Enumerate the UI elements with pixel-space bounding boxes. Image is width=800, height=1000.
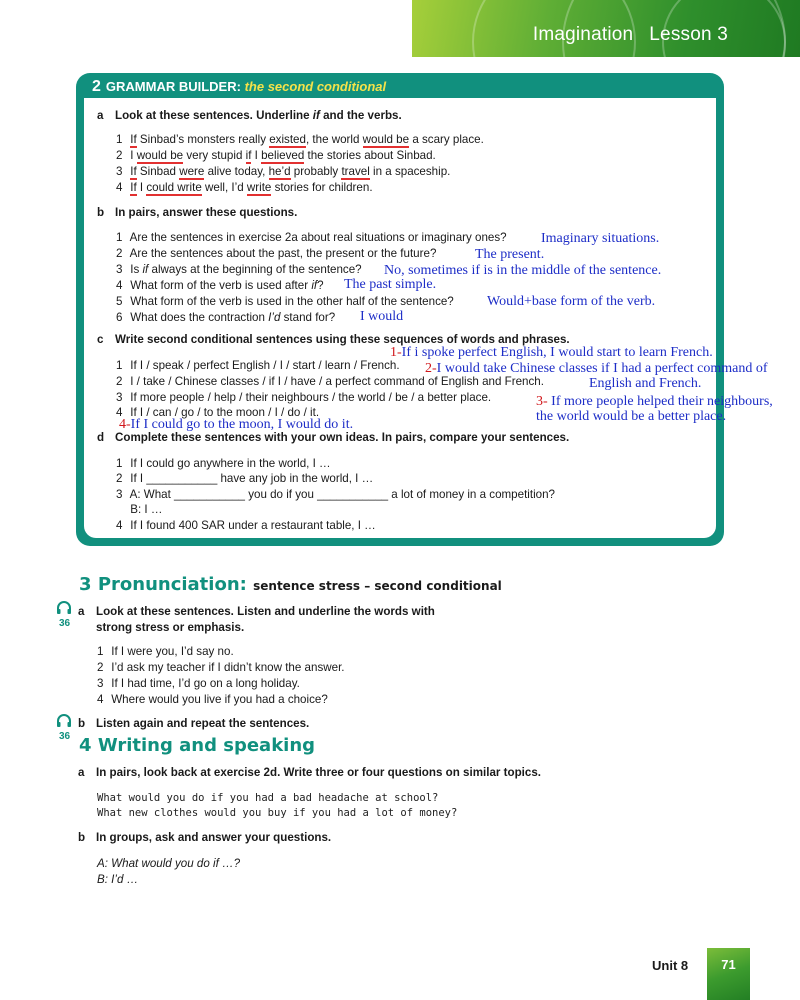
item-text: I / take / Chinese classes / if I / have / a perfect command of English and French. (130, 375, 544, 388)
handwritten-answer-c2 (425, 361, 768, 377)
answer-text: I would take Chinese classes if I had a perfect command of (436, 361, 768, 376)
sentence-text: stories for children. (271, 181, 373, 194)
underlined-word: would be (362, 133, 410, 146)
item-number: 1 (116, 133, 123, 146)
item-number: 2 (116, 149, 123, 162)
question-text: Are the sentences about the past, the present or the future? (129, 247, 437, 260)
item-number: 3 (97, 677, 104, 690)
item-text: If I / speak / perfect English / I / start / learn / French. (130, 359, 400, 372)
sentence-text: I (136, 181, 147, 194)
instruction-text: and the verbs. (319, 109, 402, 122)
grammar-builder-title (92, 78, 386, 96)
section-number: 2 (92, 78, 101, 95)
item-text: Where would you live if you had a choice? (111, 693, 328, 706)
instruction-text: Look at these sentences. Listen and underline the words with (96, 605, 435, 618)
item-number: 4 (116, 406, 123, 419)
item-2c-1 (116, 358, 400, 373)
underlined-word: travel (341, 165, 370, 178)
item-number: 2 (116, 472, 123, 485)
question-italic: I’d (268, 311, 281, 324)
instruction-italic: if (312, 109, 320, 122)
exercise-4a-instruction (78, 765, 541, 780)
underlined-word: If (130, 165, 137, 178)
exercise-3a-instruction (78, 604, 435, 619)
item-2d-3 (116, 487, 555, 502)
handwritten-answer-c1 (390, 345, 713, 361)
item-number: 1 (97, 645, 104, 658)
item-text: If I had time, I’d go on a long holiday. (111, 677, 300, 690)
underlined-word: could write (146, 181, 202, 194)
answer-text: If I could go to the moon, I would do it. (130, 417, 354, 432)
question-text: always at the beginning of the sentence? (148, 263, 362, 276)
handwritten-answer-b3: No, sometimes if is in the middle of the sentence. (384, 263, 662, 278)
item-number: 5 (116, 295, 123, 308)
exercise-label: d (97, 431, 105, 444)
item-number: 2 (116, 375, 123, 388)
sentence-text: well, I’d (201, 181, 247, 194)
item-2d-4 (116, 518, 376, 533)
instruction-text: In groups, ask and answer your questions. (96, 831, 332, 844)
item-3a-2 (97, 660, 345, 675)
exercise-label: c (97, 333, 104, 346)
audio-track-number: 36 (59, 618, 71, 629)
sentence-text: the stories about Sinbad. (304, 149, 436, 162)
item-number: 3 (116, 165, 123, 178)
answer-number: 4- (119, 417, 131, 432)
item-number: 1 (116, 457, 123, 470)
instruction-text: In pairs, look back at exercise 2d. Write three or four questions on similar topics. (96, 766, 541, 779)
answer-text: If i spoke perfect English, I would start to learn French. (401, 345, 713, 360)
underlined-word: were (179, 165, 205, 178)
exercise-2d-instruction (97, 430, 569, 445)
sentence-text: a scary place. (409, 133, 484, 146)
section-number: 4 (79, 735, 92, 756)
exercise-label: a (97, 109, 104, 122)
answer-number: 2- (425, 361, 437, 376)
sentence-text: very stupid (183, 149, 246, 162)
item-3a-4 (97, 692, 328, 707)
page-number-box (707, 948, 750, 1000)
question-text: What form of the verb is used after (130, 279, 312, 292)
answer-text: If more people helped their neighbours, (551, 394, 773, 409)
example-question-1: What would you do if you had a bad headache at school? (97, 792, 439, 804)
question-text: Is (130, 263, 143, 276)
question-2b-6 (116, 310, 335, 325)
item-2d-2 (116, 471, 373, 486)
underlined-word: If (130, 133, 137, 146)
lesson-title (533, 24, 728, 46)
underlined-word: write (246, 181, 272, 194)
item-text: B: I … (130, 503, 163, 516)
section-title: GRAMMAR BUILDER: (105, 79, 241, 94)
answer-number: 1- (390, 345, 402, 360)
exercise-4b-instruction (78, 830, 331, 845)
item-number: 6 (116, 311, 123, 324)
section-title: Writing and speaking (97, 735, 316, 756)
sentence-2a-2 (116, 148, 436, 163)
underlined-word: existed (269, 133, 306, 146)
item-number: 1 (116, 231, 123, 244)
sentence-2a-3 (116, 164, 450, 179)
item-number: 3 (116, 391, 123, 404)
headphones-icon[interactable] (56, 714, 72, 731)
item-number: 2 (97, 661, 104, 674)
handwritten-answer-b2: The present. (475, 247, 545, 262)
audio-track-number: 36 (59, 731, 71, 742)
item-number: 1 (116, 359, 123, 372)
writing-heading (79, 735, 315, 756)
underlined-word: if (245, 149, 252, 162)
example-question-2: What new clothes would you buy if you had a lot of money? (97, 807, 458, 819)
item-text: If I could go anywhere in the world, I … (130, 457, 331, 470)
section-subtitle: sentence stress – second conditional (253, 579, 502, 593)
item-3a-3 (97, 676, 300, 691)
handwritten-answer-c3 (536, 394, 773, 410)
exercise-3b-instruction (78, 716, 309, 731)
question-italic: if (142, 263, 149, 276)
item-2c-3 (116, 390, 491, 405)
handwritten-answer-c2-line2: English and French. (589, 376, 702, 391)
question-text: What form of the verb is used in the other half of the sentence? (130, 295, 454, 308)
question-2b-1 (116, 230, 507, 245)
exercise-label: a (78, 766, 85, 779)
dialog-line-b: B: I’d … (97, 873, 139, 886)
question-2b-4 (116, 278, 324, 293)
sentence-text: Sinbad (136, 165, 180, 178)
sentence-text: in a spaceship. (369, 165, 451, 178)
dialog-line-a: A: What would you do if …? (97, 857, 241, 870)
section-subtitle: the second conditional (244, 79, 387, 94)
item-number: 4 (116, 279, 123, 292)
underlined-word: believed (261, 149, 305, 162)
item-number: 4 (97, 693, 104, 706)
item-number: 4 (116, 519, 123, 532)
item-number: 3 (116, 488, 123, 501)
instruction-text: Look at these sentences. Underline (115, 109, 313, 122)
question-text: stand for? (280, 311, 336, 324)
instruction-text: Write second conditional sentences using these sequences of words and phrases. (115, 333, 570, 346)
question-text: Are the sentences in exercise 2a about real situations or imaginary ones? (129, 231, 507, 244)
item-3a-1 (97, 644, 234, 659)
item-text: If I were you, I’d say no. (111, 645, 234, 658)
unit-topic: Imagination (532, 24, 634, 45)
item-text: A: What ___________ you do if you ___________ a lot of money in a competition? (129, 488, 556, 501)
handwritten-answer-b6: I would (360, 309, 404, 324)
pronunciation-heading (79, 574, 502, 595)
exercise-label: b (97, 206, 105, 219)
exercise-3a-instruction-line2: strong stress or emphasis. (96, 621, 245, 634)
sentence-2a-1 (116, 132, 484, 147)
item-text: If I ___________ have any job in the world, I … (130, 472, 374, 485)
exercise-label: a (78, 605, 85, 618)
handwritten-answer-b1: Imaginary situations. (541, 231, 660, 246)
item-2d-1 (116, 456, 331, 471)
sentence-text: probably (290, 165, 342, 178)
exercise-2b-instruction (97, 205, 297, 220)
item-text: I’d ask my teacher if I didn’t know the answer. (111, 661, 345, 674)
exercise-label: b (78, 831, 86, 844)
exercise-2a-instruction (97, 108, 402, 123)
question-2b-5 (116, 294, 454, 309)
headphones-icon[interactable] (56, 601, 72, 618)
instruction-text: In pairs, answer these questions. (115, 206, 298, 219)
section-number: 3 (79, 574, 92, 595)
answer-number: 3- (536, 394, 548, 409)
handwritten-answer-b5: Would+base form of the verb. (487, 294, 656, 309)
exercise-label: b (78, 717, 86, 730)
sentence-text: I (130, 149, 137, 162)
handwritten-answer-b4: The past simple. (344, 277, 437, 292)
question-text: What does the contraction (130, 311, 269, 324)
item-number: 4 (116, 181, 123, 194)
question-2b-2 (116, 246, 436, 261)
sentence-2a-4 (116, 180, 373, 195)
item-2d-3b (116, 502, 162, 517)
item-number: 2 (116, 247, 123, 260)
question-2b-3 (116, 262, 362, 277)
item-text: If I / can / go / to the moon / I / do / it. (130, 406, 320, 419)
item-number: 3 (116, 263, 123, 276)
instruction-text: Listen again and repeat the sentences. (96, 717, 310, 730)
handwritten-answer-c3-line2: the world would be a better place. (536, 409, 727, 424)
underlined-word: If (130, 181, 137, 194)
sentence-text: alive today, (204, 165, 269, 178)
underlined-word: he’d (268, 165, 291, 178)
question-italic: if (311, 279, 318, 292)
instruction-text: Complete these sentences with your own ideas. In pairs, compare your sentences. (115, 431, 570, 444)
sentence-text: I (251, 149, 262, 162)
lesson-number: Lesson 3 (649, 24, 728, 45)
underlined-word: would be (136, 149, 184, 162)
unit-label: Unit 8 (652, 958, 689, 973)
sentence-text: Sinbad’s monsters really (136, 133, 270, 146)
question-text: ? (317, 279, 324, 292)
page-number: 71 (721, 957, 736, 972)
sentence-text: , the world (305, 133, 363, 146)
section-title: Pronunciation: (97, 574, 247, 595)
item-text: If more people / help / their neighbours / the world / be / a better place. (130, 391, 492, 404)
item-text: If I found 400 SAR under a restaurant table, I … (130, 519, 376, 532)
